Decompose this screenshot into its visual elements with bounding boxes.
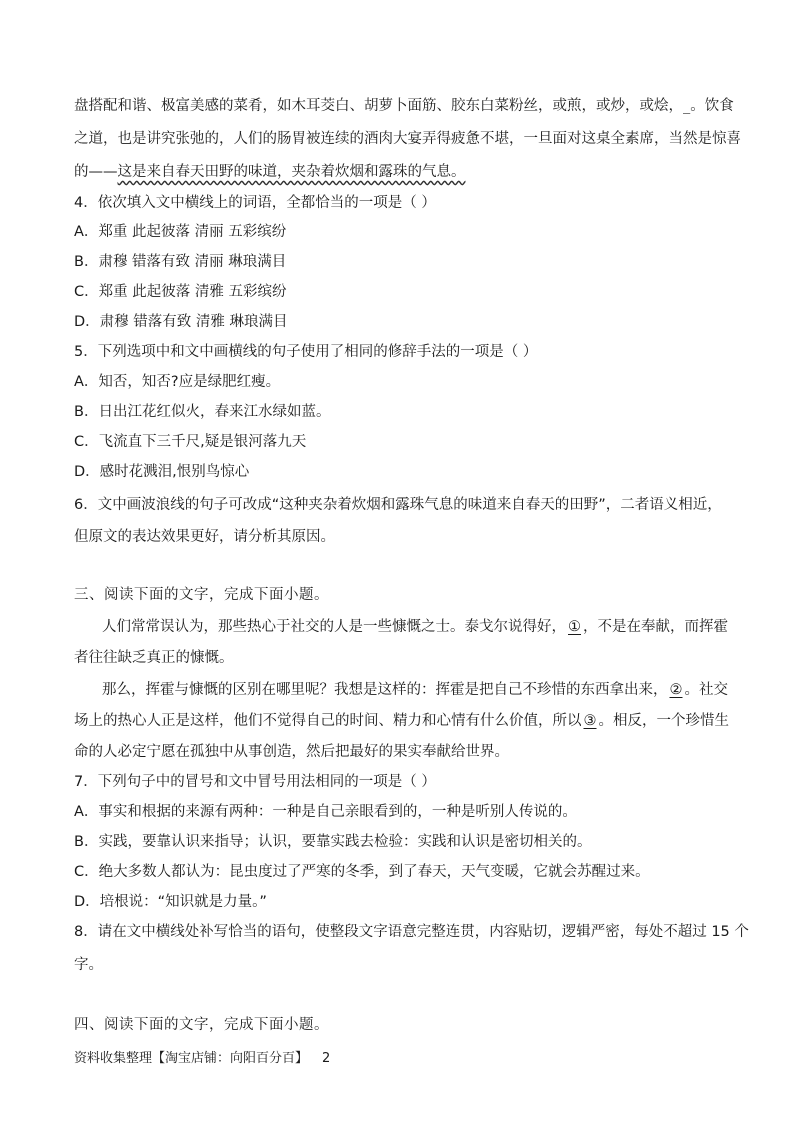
q4-option-c: C．郑重 此起彼落 清雅 五彩缤纷 <box>74 284 287 300</box>
passage-line: 盘搭配和谐、极富美感的菜肴，如木耳茭白、胡萝卜面筋、胶东白菜粉丝，或煎，或炒，或烩，_。饮食 <box>74 98 734 114</box>
passage-text: 的—— <box>74 164 118 180</box>
paragraph-text: 。相反，一个珍惜生 <box>598 713 729 729</box>
question-5-stem: 5．下列选项中和文中画横线的句子使用了相同的修辞手法的一项是（ ） <box>74 344 538 360</box>
paragraph-text: 。社交 <box>684 682 728 698</box>
page-footer <box>74 1047 330 1066</box>
section-3-paragraph-line <box>102 680 728 700</box>
q7-option-b: B．实践，要靠认识来指导；认识，要靠实践去检验：实践和认识是密切相关的。 <box>74 834 592 850</box>
paragraph-text: ，不是在奉献，而挥霍 <box>583 619 728 635</box>
question-6-line: 但原文的表达效果更好，请分析其原因。 <box>74 529 335 545</box>
passage-line <box>74 162 466 182</box>
blank-3: ③ <box>583 713 597 729</box>
page-number: 2 <box>322 1051 331 1066</box>
section-3-paragraph-line <box>102 617 728 637</box>
section-3-heading: 三、阅读下面的文字，完成下面小题。 <box>74 587 329 603</box>
paragraph-text: 那么，挥霍与慷慨的区别在哪里呢？我想是这样的：挥霍是把自己不珍惜的东西拿出来， <box>102 682 668 698</box>
q5-option-d: D．感时花溅泪,恨别鸟惊心 <box>74 464 250 480</box>
wavy-underlined-sentence: 这是来自春天田野的味道，夹杂着炊烟和露珠的气息。 <box>117 164 466 180</box>
q5-option-a: A．知否，知否?应是绿肥红瘦。 <box>74 374 281 390</box>
question-6-line: 6．文中画波浪线的句子可改成“这种夹杂着炊烟和露珠气息的味道来自春天的田野”，二者语义相近， <box>74 497 722 513</box>
section-3-paragraph-line <box>74 711 729 731</box>
question-8-line: 8．请在文中横线处补写恰当的语句，使整段文字语意完整连贯，内容贴切，逻辑严密，每处不超过 15 个 <box>74 924 749 940</box>
blank-1: ① <box>568 619 581 635</box>
q4-option-b: B．肃穆 错落有致 清丽 琳琅满目 <box>74 254 287 270</box>
question-7-stem: 7．下列句子中的冒号和文中冒号用法相同的一项是（ ） <box>74 774 436 790</box>
section-3-paragraph-line: 者往往缺乏真正的慷慨。 <box>74 650 234 666</box>
section-3-paragraph-line: 命的人必定宁愿在孤独中从事创造，然后把最好的果实奉献给世界。 <box>74 744 509 760</box>
footer-text: 资料收集整理【淘宝店铺：向阳百分百】 <box>74 1051 309 1066</box>
question-4-stem: 4．依次填入文中横线上的词语，全都恰当的一项是（ ） <box>74 195 436 211</box>
section-4-heading: 四、阅读下面的文字，完成下面小题。 <box>74 1017 329 1033</box>
q5-option-b: B．日出江花红似火，春来江水绿如蓝。 <box>74 404 331 420</box>
q4-option-d: D．肃穆 错落有致 清雅 琳琅满目 <box>74 314 288 330</box>
paragraph-text: 场上的热心人正是这样，他们不觉得自己的时间、精力和心情有什么价值，所以 <box>74 713 582 729</box>
q4-option-a: A．郑重 此起彼落 清丽 五彩缤纷 <box>74 224 287 240</box>
blank-2: ② <box>669 682 683 698</box>
q7-option-c: C．绝大多数人都认为：昆虫度过了严寒的冬季，到了春天，天气变暖，它就会苏醒过来。 <box>74 864 650 880</box>
q5-option-c: C．飞流直下三千尺,疑是银河落九天 <box>74 434 307 450</box>
passage-line: 之道，也是讲究张弛的，人们的肠胃被连续的酒肉大宴弄得疲惫不堪，一旦面对这桌全素席，当然是惊喜 <box>74 131 741 147</box>
q7-option-d: D．培根说：“知识就是力量。” <box>74 894 267 910</box>
q7-option-a: A．事实和根据的来源有两种：一种是自己亲眼看到的，一种是听别人传说的。 <box>74 804 577 820</box>
paragraph-text: 人们常常误认为，那些热心于社交的人是一些慷慨之士。泰戈尔说得好， <box>102 619 566 635</box>
question-8-line: 字。 <box>74 957 103 973</box>
